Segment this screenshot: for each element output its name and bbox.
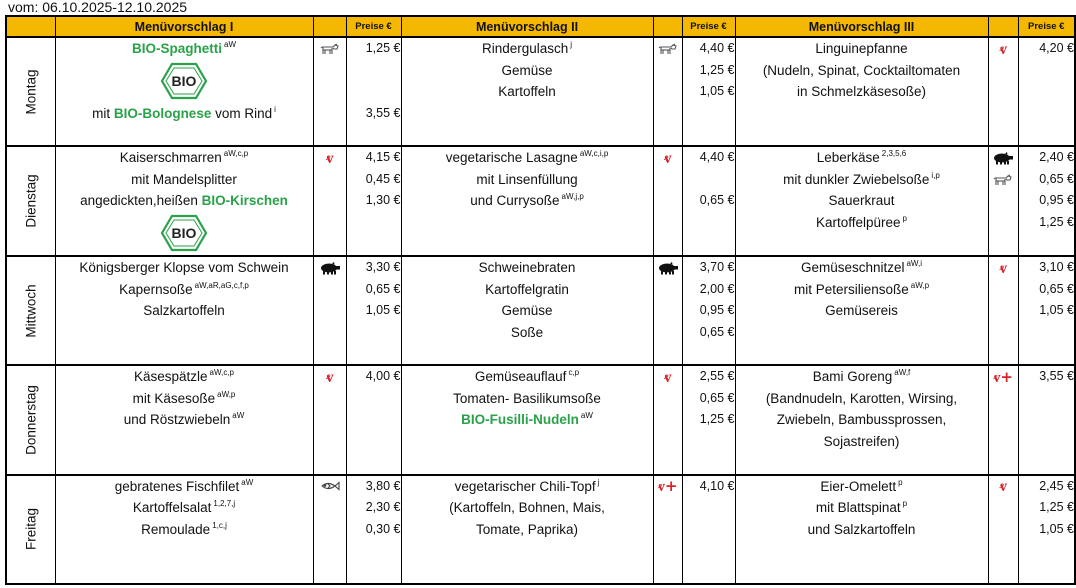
vegan-icon: ⱴ+ (657, 476, 678, 495)
dish-text: und Röstzwiebeln (123, 412, 231, 428)
menu-2-icons (653, 146, 682, 256)
cow-icon (989, 169, 1018, 191)
dish-line (56, 476, 313, 498)
price-value: 2,55 € (699, 369, 735, 384)
dish-line (736, 60, 988, 82)
price-value: 2,40 € (1039, 150, 1074, 165)
dish-line (736, 409, 988, 431)
day-cell (6, 256, 55, 365)
allergen-codes: i (274, 104, 276, 114)
menu-3-dish (735, 146, 988, 256)
price-value: 0,65 € (699, 324, 735, 339)
menu-1-prices (346, 256, 401, 365)
menu-1-dish (55, 365, 313, 474)
dish-line (736, 431, 988, 453)
price-value: 3,80 € (365, 478, 401, 493)
price-value: 4,15 € (365, 150, 401, 165)
dish-text: Gemüseschnitzel (800, 260, 905, 276)
header-menu-1: Menüvorschlag I (55, 16, 313, 37)
dish-line (736, 366, 988, 388)
menu-1-icons (313, 365, 346, 474)
dish-line (736, 81, 988, 103)
price-value: 1,25 € (365, 41, 401, 55)
menu-3-icons (988, 365, 1018, 474)
allergen-codes: aW,j,p (561, 192, 584, 202)
menu-1-prices (346, 146, 401, 256)
menu-1-dish (55, 37, 313, 146)
dish-text: und Currysoße (470, 193, 560, 209)
allergen-codes: aW,c,p (223, 149, 249, 159)
day-cell (6, 146, 55, 256)
bio-logo (56, 60, 313, 103)
price-value: 4,10 € (699, 478, 735, 493)
header-price-1: Preise € (346, 16, 401, 37)
dish-line (402, 476, 653, 498)
dish-line (736, 279, 988, 301)
dish-line (736, 497, 988, 519)
dish-text: mit Mandelsplitter (131, 171, 237, 187)
menu-3-dish (735, 37, 988, 146)
dish-text: Schweinebraten (478, 260, 576, 276)
dish-line (736, 38, 988, 60)
day-name: Dienstag (23, 174, 39, 228)
dish-text: Kaiserschmarren (119, 150, 222, 166)
menu-3-prices (1018, 475, 1075, 584)
dish-line (736, 519, 988, 541)
price-value: 0,45 € (365, 171, 401, 186)
price-value (683, 169, 735, 191)
allergen-codes: j (570, 40, 573, 49)
dish-line (56, 366, 313, 388)
allergen-codes: p (898, 477, 903, 487)
dish-line (402, 322, 653, 344)
price-value: 3,55 € (365, 105, 401, 120)
day-row-montag (6, 37, 1075, 146)
allergen-codes: aW,c,i,p (579, 149, 609, 159)
header-price-3: Preise € (1018, 16, 1075, 37)
allergen-codes: p (902, 499, 908, 509)
menu-1-prices (346, 365, 401, 474)
allergen-codes: c,p (568, 368, 580, 378)
menu-2-dish (401, 475, 653, 584)
vegetarian-icon: ⱴ (999, 38, 1007, 58)
price-value: 0,65 € (1039, 281, 1074, 296)
vegetarian-icon: ⱴ (663, 148, 672, 168)
dish-line (402, 519, 653, 541)
allergen-codes: aW (580, 411, 593, 421)
allergen-codes: aW,f (894, 368, 911, 378)
header-menu-2: Menüvorschlag II (401, 16, 653, 37)
menu-2-icons (653, 37, 682, 146)
price-value (347, 81, 401, 103)
dish-text: mit Petersiliensoße (793, 281, 909, 297)
price-value: 4,40 € (699, 41, 735, 55)
dish-text: Gemüse (501, 303, 553, 319)
vegetarian-icon: ⱴ (999, 257, 1007, 277)
price-value: 0,65 € (1039, 171, 1074, 186)
day-row-donnerstag (6, 365, 1075, 474)
price-value: 1,25 € (1039, 500, 1074, 515)
dish-line (402, 147, 653, 169)
dish-text: Sauerkraut (828, 193, 895, 209)
price-value: 4,40 € (699, 150, 735, 165)
menu-1-icons (313, 37, 346, 146)
bio-text: BIO-Kirschen (201, 193, 288, 209)
dish-text: mit Käsesoße (132, 390, 216, 406)
bio-text: BIO-Bolognese (113, 105, 212, 121)
dish-line (402, 279, 653, 301)
price-value: 4,20 € (1039, 41, 1074, 55)
price-value: 0,30 € (365, 521, 401, 536)
dish-line (402, 257, 653, 279)
dish-text: Soße (510, 324, 544, 340)
dish-line (402, 38, 653, 60)
dish-text: gebratenes Fischfilet (114, 478, 240, 494)
dish-line (56, 190, 313, 212)
price-value: 2,00 € (699, 281, 735, 296)
dish-text: Remoulade (141, 521, 211, 537)
price-value: 1,05 € (1039, 303, 1074, 318)
allergen-codes: aW,aR,aG,c,f,p (194, 280, 249, 290)
svg-text:BIO: BIO (171, 225, 197, 242)
dish-text: (Nudeln, Spinat, Cocktailtomaten (762, 62, 961, 78)
allergen-codes: aW,p (217, 389, 236, 399)
dish-text: Bami Goreng (812, 369, 893, 385)
menu-3-dish (735, 365, 988, 474)
day-row-mittwoch (6, 256, 1075, 365)
dish-line (56, 300, 313, 322)
price-value: 2,30 € (365, 500, 401, 515)
pig-icon (314, 257, 346, 279)
day-row-freitag (6, 475, 1075, 584)
price-value (347, 60, 401, 82)
dish-text: mit dunkler Zwiebelsoße (783, 171, 930, 187)
menu-3-prices (1018, 146, 1075, 256)
allergen-codes: 1,2,7,j (213, 499, 236, 509)
svg-text:BIO: BIO (171, 73, 197, 89)
allergen-codes: 1,c,j (212, 520, 227, 530)
dish-text: Tomaten- Basilikumsoße (453, 390, 601, 406)
price-value: 3,70 € (699, 260, 735, 275)
allergen-codes: i,p (931, 170, 940, 180)
dish-line (402, 300, 653, 322)
dish-line (402, 388, 653, 410)
menu-2-prices (682, 256, 735, 365)
price-value: 0,65 € (699, 390, 735, 405)
menu-2-dish (401, 256, 653, 365)
dish-text: angedickten,heißen (80, 193, 202, 209)
price-value: 3,30 € (365, 260, 401, 275)
menu-1-prices (346, 37, 401, 146)
dish-line (402, 497, 653, 519)
price-value: 1,25 € (1039, 214, 1074, 229)
bio-text: BIO-Fusilli-Nudeln (461, 412, 579, 428)
cow-icon (654, 38, 682, 60)
dish-line (736, 190, 988, 212)
header-day-corner (6, 16, 55, 37)
dish-line (56, 279, 313, 301)
dish-line (402, 190, 653, 212)
menu-2-prices (682, 146, 735, 256)
dish-text: vegetarische Lasagne (445, 150, 578, 166)
day-row-dienstag (6, 146, 1075, 256)
dish-text: Rindergulasch (481, 41, 569, 56)
dish-text: Zwiebeln, Bambussprossen, (776, 412, 947, 428)
bio-text: BIO-Spaghetti (132, 41, 222, 56)
price-value: 0,65 € (699, 193, 735, 208)
menu-1-prices (346, 475, 401, 584)
dish-line (736, 212, 988, 234)
vegetarian-icon: ⱴ (325, 367, 334, 387)
menu-3-icons (988, 475, 1018, 584)
price-value: 1,30 € (365, 193, 401, 208)
menu-3-dish (735, 256, 988, 365)
allergen-codes: aW,c,p (209, 368, 234, 378)
menu-1-icons (313, 256, 346, 365)
menu-3-prices (1018, 256, 1075, 365)
dish-text: Gemüsereis (825, 303, 898, 319)
header-price-2: Preise € (682, 16, 735, 37)
day-cell (6, 365, 55, 474)
dish-line (56, 257, 313, 279)
price-value: 1,05 € (699, 84, 735, 98)
allergen-codes: aW (241, 477, 254, 487)
dish-text: Gemüse (501, 62, 553, 78)
menu-2-prices (682, 475, 735, 584)
day-cell (6, 37, 55, 146)
vegetarian-icon: ⱴ (663, 367, 672, 387)
menu-2-prices (682, 37, 735, 146)
menu-1-dish (55, 146, 313, 256)
dish-text: Kartoffelgratin (485, 281, 569, 297)
dish-text: Kartoffeln (498, 84, 556, 99)
price-value: 3,10 € (1039, 260, 1074, 275)
dish-text: Kartoffelsalat (132, 500, 212, 516)
dish-line (56, 519, 313, 541)
dish-line (56, 147, 313, 169)
pig-icon (989, 147, 1018, 169)
allergen-codes: p (902, 213, 907, 223)
menu-1-icons (313, 475, 346, 584)
dish-text: mit (92, 105, 114, 121)
dish-line (402, 169, 653, 191)
menu-2-dish (401, 146, 653, 256)
dish-text: Leberkäse (816, 150, 880, 166)
allergen-codes: aW (232, 411, 245, 421)
day-name: Donnerstag (23, 385, 39, 455)
header-icon-2 (653, 16, 682, 37)
dish-text: in Schmelzkäsesoße) (796, 84, 927, 99)
price-value: 0,95 € (1039, 193, 1074, 208)
dish-text: Königsberger Klopse vom Schwein (79, 260, 289, 276)
dish-line (56, 497, 313, 519)
day-name: Mittwoch (23, 284, 39, 338)
dish-text: vom Rind (211, 105, 273, 121)
pig-icon (654, 257, 682, 279)
price-value: 2,45 € (1039, 478, 1074, 493)
menu-2-prices (682, 365, 735, 474)
allergen-codes: aW,i (906, 259, 923, 269)
cow-icon (314, 38, 346, 60)
price-value: 1,05 € (365, 303, 401, 318)
allergen-codes: 2,3,5,6 (881, 149, 907, 159)
dish-text: (Bandnudeln, Karotten, Wirsing, (765, 390, 958, 406)
dish-line (56, 409, 313, 431)
dish-line (56, 38, 313, 60)
dish-line (56, 169, 313, 191)
fish-icon (314, 476, 346, 498)
menu-3-dish (735, 475, 988, 584)
menu-2-icons (653, 256, 682, 365)
dish-text: Linguinepfanne (815, 41, 908, 56)
bio-logo (56, 212, 313, 255)
dish-line (736, 169, 988, 191)
vegan-icon: ⱴ+ (993, 367, 1013, 386)
menu-1-dish (55, 256, 313, 365)
menu-2-dish (401, 365, 653, 474)
dish-text: Eier-Omelett (820, 478, 897, 494)
menu-1-icons (313, 146, 346, 256)
dish-text: (Kartoffeln, Bohnen, Mais, (449, 500, 605, 516)
dish-text: vegetarischer Chili-Topf (454, 478, 596, 494)
dish-line (402, 366, 653, 388)
menu-2-dish (401, 37, 653, 146)
dish-text: mit Linsenfüllung (476, 171, 578, 187)
price-value: 1,25 € (699, 412, 735, 427)
header-menu-3: Menüvorschlag III (735, 16, 988, 37)
dish-text: Salzkartoffeln (143, 303, 225, 319)
allergen-codes: aW (224, 40, 236, 49)
dish-line (402, 81, 653, 103)
day-name: Montag (23, 69, 39, 115)
menu-3-icons (988, 146, 1018, 256)
dish-line (736, 257, 988, 279)
dish-line (56, 103, 313, 125)
header-row (6, 16, 1075, 37)
price-value: 3,55 € (1039, 369, 1074, 384)
dish-text: und Salzkartoffeln (807, 521, 916, 537)
menu-3-prices (1018, 365, 1075, 474)
dish-line (402, 409, 653, 431)
vegetarian-icon: ⱴ (325, 148, 334, 168)
weekly-menu-table (5, 15, 1076, 585)
dish-line (402, 60, 653, 82)
header-icon-1 (313, 16, 346, 37)
price-value: 0,95 € (699, 303, 735, 318)
vegetarian-icon: ⱴ (999, 476, 1007, 496)
header-icon-3 (988, 16, 1018, 37)
dish-text: Kapernsoße (119, 281, 193, 297)
menu-1-dish (55, 475, 313, 584)
date-range: vom: 06.10.2025-12.10.2025 (8, 0, 188, 15)
price-value: 0,65 € (365, 281, 401, 296)
dish-text: Tomate, Paprika) (475, 521, 579, 537)
dish-line (56, 388, 313, 410)
menu-2-icons (653, 475, 682, 584)
day-cell (6, 475, 55, 584)
price-value: 1,05 € (1039, 521, 1074, 536)
dish-line (736, 388, 988, 410)
dish-text: Gemüseauflauf (474, 369, 567, 385)
menu-3-icons (988, 37, 1018, 146)
dish-text: Käsespätzle (134, 369, 208, 385)
dish-text: mit Blattspinat (815, 500, 901, 516)
menu-3-icons (988, 256, 1018, 365)
dish-line (736, 147, 988, 169)
allergen-codes: j (597, 477, 600, 487)
price-value: 4,00 € (365, 369, 401, 384)
dish-text: Sojastreifen) (823, 433, 900, 449)
price-value: 1,25 € (699, 62, 735, 77)
allergen-codes: aW,p (910, 280, 930, 290)
day-name: Freitag (23, 508, 39, 551)
menu-2-icons (653, 365, 682, 474)
dish-line (736, 476, 988, 498)
dish-text: Kartoffelpüree (815, 214, 901, 230)
menu-3-prices (1018, 37, 1075, 146)
dish-line (736, 300, 988, 322)
